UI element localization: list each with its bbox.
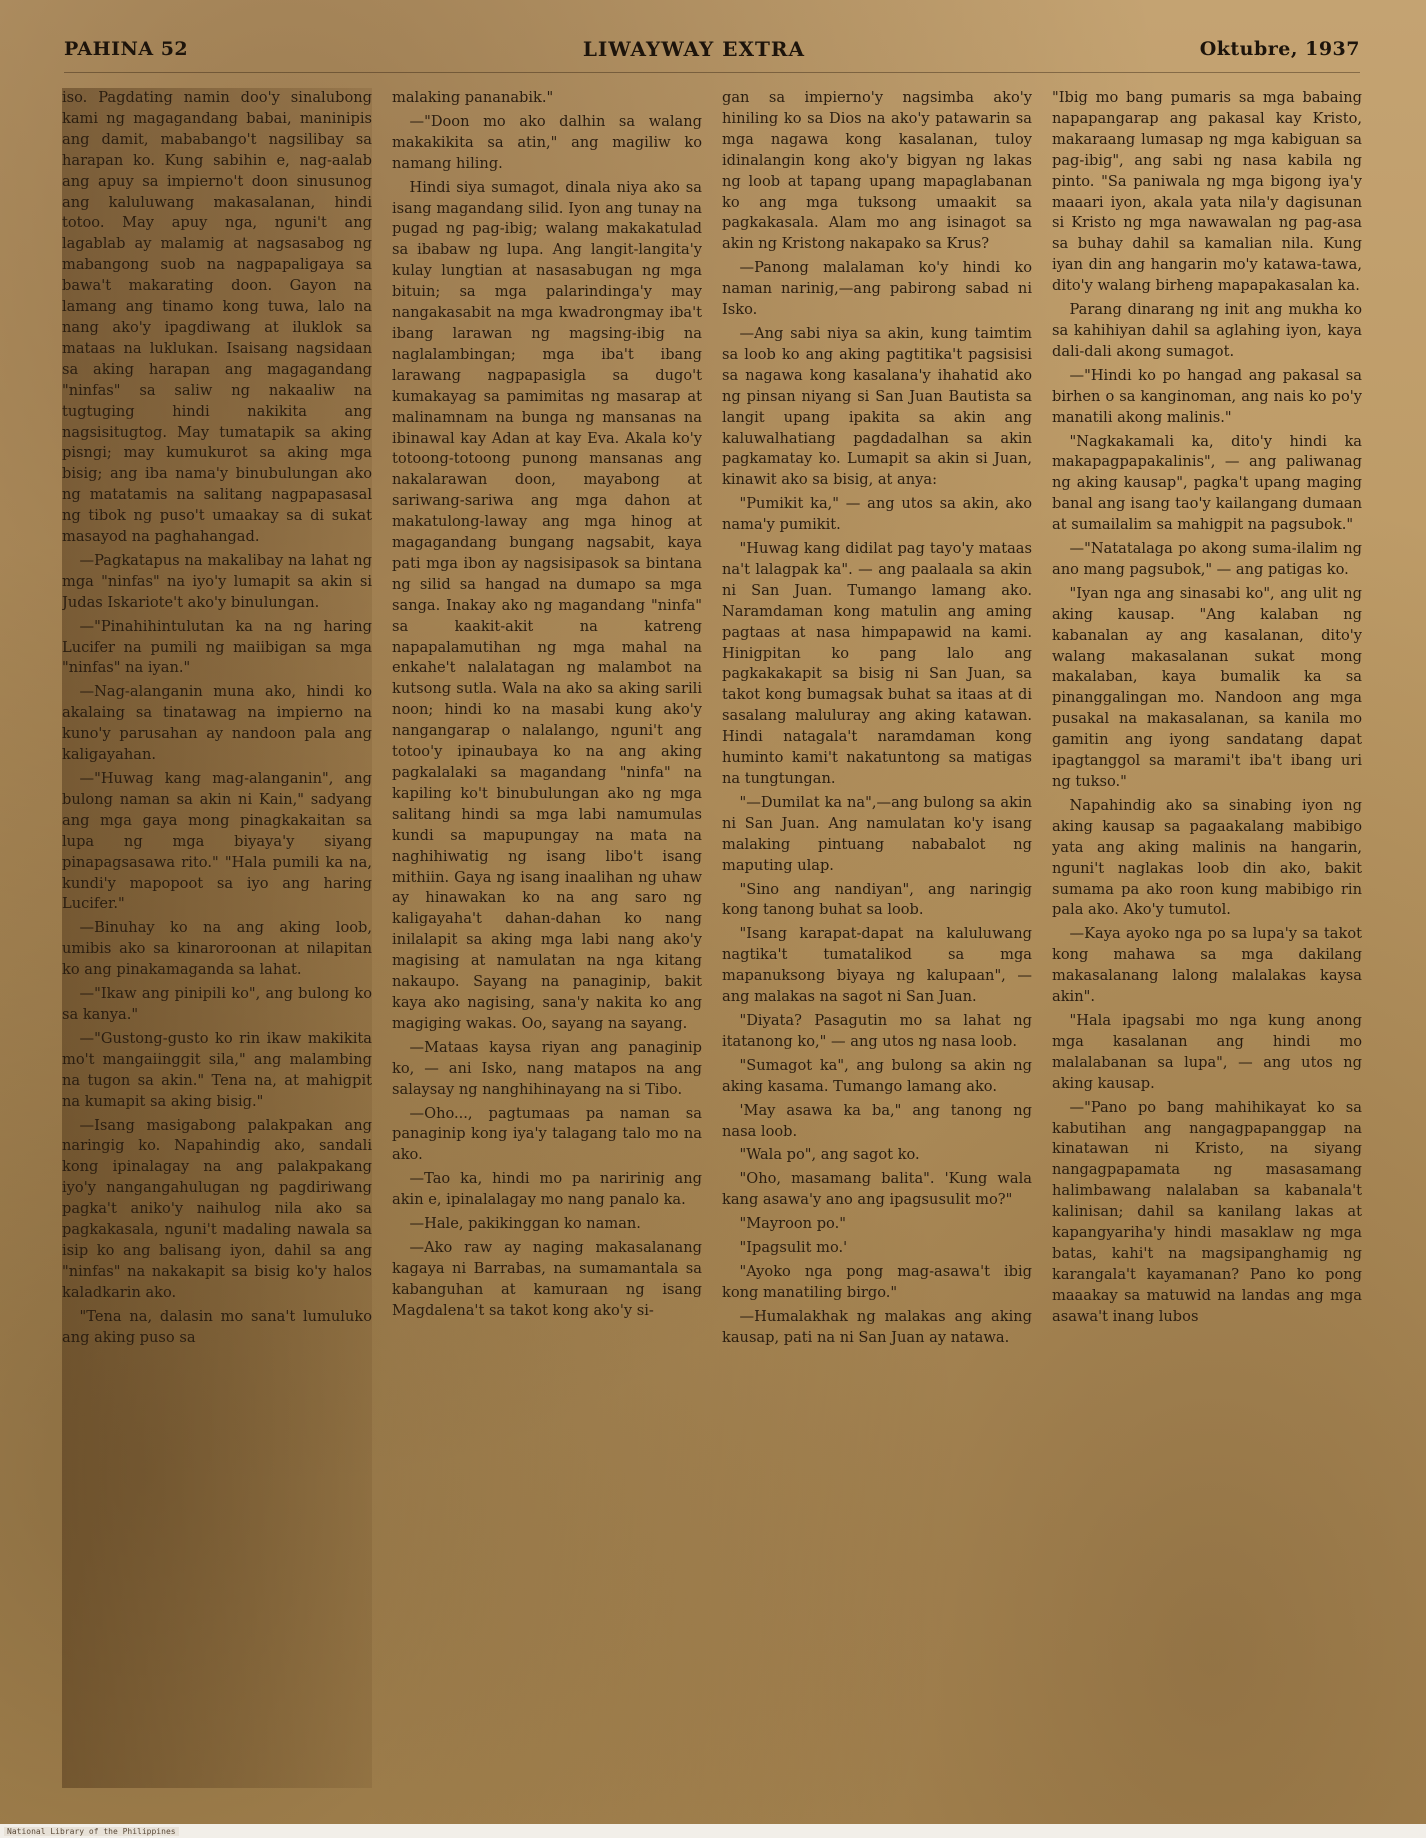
paragraph: "Isang karapat-dapat na kaluluwang nagtika't tumatalikod sa mga mapanuksong biyaya ng kalupaan", — ang malakas na sagot ni San Juan.	[722, 925, 1032, 1006]
paragraph: "Sumagot ka", ang bulong sa akin ng aking kasama. Tumango lamang ako.	[722, 1056, 1032, 1095]
paragraph: "Huwag kang didilat pag tayo'y mataas na't lalagpak ka". — ang paalaala sa akin ni San Juan. Tumango lamang ako. Naramdaman kong matulin ang aming pagtaas at nasa himpapawid na kami. Hinigpitan ko pang lalo ang pagkakakapit sa bisig ni San Juan, sa takot kong bumagsak buhat sa itaas at di sasalang maluluray ang aking katawan. Hindi natagala't naramdaman kong huminto kami't nakatuntong sa matigas na tungtungan.	[722, 540, 1032, 787]
paragraph: —"Ikaw ang pinipili ko", ang bulong ko sa kanya."	[62, 985, 372, 1023]
paragraph: "Pumikit ka," — ang utos sa akin, ako nama'y pumikit.	[722, 495, 1032, 534]
page-number: PAHINA 52	[64, 38, 189, 60]
paragraph: —Humalakhak ng malakas ang aking kausap, pati na ni San Juan ay natawa.	[722, 1307, 1032, 1346]
paragraph: "Hala ipagsabi mo nga kung anong mga kasalanan ang hindi mo malalabanan sa lupa", — ang utos ng aking kausap.	[1052, 1011, 1362, 1092]
paragraph: "Ibig mo bang pumaris sa mga babaing napapangarap ang pakasal kay Kristo, makaraang lumasap ng mga kabiguan sa pag-ibig", ang sabi ng nasa kabila ng pinto. "Sa paniwala ng mga bigong iya'y maaari iyon, akala yata nila'y dagisunan si Kristo ng mga nawawalan ng pag-asa sa buhay dahil sa kamalian nila. Kung iyan din ang hangarin mo'y katawa-tawa, dito'y walang birheng mapapakasalan ka.	[1052, 89, 1362, 295]
paragraph: —Oho..., pagtumaas pa naman sa panaginip kong iya'y talagang talo mo na ako.	[392, 1104, 702, 1164]
paragraph: "Nagkakamali ka, dito'y hindi ka makapagpapakalinis", — ang paliwanag ng aking kausap", pagka't upang maging banal ang isang tao'y kailangang dumaan at sumailalim sa mahigpit na pagsubok."	[1052, 432, 1362, 534]
paragraph: 'May asawa ka ba," ang tanong ng nasa loob.	[722, 1101, 1032, 1140]
paragraph: gan sa impierno'y nagsimba ako'y hiniling ko sa Dios na ako'y patawarin sa mga nagawa kong kasalanan, tuloy idinalangin kong ako'y bigyan ng lakas ng loob at tapang upang mapaglabanan ko ang mga tuksong umaakit sa pagkakasala. Alam mo ang isinagot sa akin ng Kristong nakapako sa Krus?	[722, 89, 1032, 253]
library-credit: National Library of the Philippines	[4, 1827, 179, 1836]
paragraph: Napahindig ako sa sinabing iyon ng aking kausap sa pagaakalang mabibigo yata ang aking malinis na hangarin, nguni't naglakas loob din ako, bakit sumama pa ako roon kung mabibigo rin pala ako. Ako'y tumutol.	[1052, 796, 1362, 919]
paragraph: —Panong malalaman ko'y hindi ko naman narinig,—ang pabirong sabad ni Isko.	[722, 259, 1032, 319]
paragraph: "Oho, masamang balita". 'Kung wala kang asawa'y ano ang ipagsusulit mo?"	[722, 1170, 1032, 1209]
paragraph: —Mataas kaysa riyan ang panaginip ko, — ani Isko, nang matapos na ang salaysay ng nanghihinayang na si Tibo.	[392, 1038, 702, 1098]
paragraph: malaking pananabik."	[392, 89, 554, 106]
paragraph: —"Natatalaga po akong suma-ilalim ng ano mang pagsubok," — ang patigas ko.	[1052, 540, 1362, 578]
header-rule	[64, 72, 1360, 73]
paragraph: —Tao ka, hindi mo pa naririnig ang akin e, ipinalalagay mo nang panalo ka.	[392, 1170, 702, 1209]
paragraph: "Tena na, dalasin mo sana't lumuluko ang aking puso sa	[62, 1307, 372, 1346]
paragraph: "Mayroon po."	[739, 1215, 846, 1233]
paragraph: —"Gustong-gusto ko rin ikaw makikita mo't mangaiinggit sila," ang malambing na tugon sa akin." Tena na, at mahigpit na kumapit sa aking bisig."	[62, 1029, 372, 1110]
paragraph: —Isang masigabong palakpakan ang naringig ko. Napahindig ako, sandali kong ipinalagay na ang palakpakang iyo'y nangangahulugan ng pagdiriwang pagka't aniko'y naihulog nila ako sa pagkakasala, nguni't madaling nawala sa isip ko ang balisang iyon, dahil sa ang "ninfas" na nakakapit sa bisig ko'y halos kaladkarin ako.	[62, 1116, 372, 1301]
paragraph: "Wala po", ang sagot ko.	[739, 1146, 920, 1164]
text-column-1	[62, 88, 372, 1788]
paragraph: "—Dumilat ka na",—ang bulong sa akin ni San Juan. Ang namulatan ko'y isang malaking pintuang nababalot ng maputing ulap.	[722, 793, 1032, 874]
paragraph: —Hale, pakikinggan ko naman.	[409, 1215, 641, 1233]
issue-date: Oktubre, 1937	[1199, 38, 1360, 60]
text-column-2	[392, 88, 702, 1788]
paragraph: —"Pano po bang mahihikayat ko sa kabutihan ang nangagpapanggap na kinatawan ni Kristo, na siyang nangagpapamata ng masasamang halimbawang nalalaban sa kabanala't kalinisan; dahil sa kanilang lakas at kapangyariha'y hindi masaklaw ng mga batas, kahi't na magsipanghamig ng karangala't kayamanan? Pano ko pong maaakay sa matuwid na landas ang mga asawa't inang lubos	[1052, 1098, 1362, 1325]
text-column-4	[1052, 88, 1362, 1788]
paragraph: —"Hindi ko po hangad ang pakasal sa birhen o sa kanginoman, ang nais ko po'y manatili akong malinis."	[1052, 366, 1362, 426]
paragraph: "Iyan nga ang sinasabi ko", ang ulit ng aking kausap. "Ang kalaban ng kabanalan ay ang kasalanan, dito'y walang makasalanan sukat mong makalaban, kaya bumalik ka sa pinanggalingan mo. Nandoon ang mga pusakal na makasalanan, sa kanila mo gamitin ang iyong sandatang dapat ipagtanggol sa marami't iba't ibang uri ng tukso."	[1052, 584, 1362, 790]
paragraph: Hindi siya sumagot, dinala niya ako sa isang magandang silid. Iyon ang tunay na pugad ng pag-ibig; walang makakatulad sa ibabaw ng lupa. Ang langit-langita'y kulay lungtian at nasasabugan ng mga bituin; sa mga palarindinga'y may nangakasabit na mga kwadrongmay iba't ibang larawan ng magsing-ibig na naglalambingan; mga iba't ibang larawang nagpapasigla sa dugo't kumakayag sa pamimitas ng masarap at malinamnam na bunga ng mansanas na ibinawal kay Adan at kay Eva. Akala ko'y totoong-totoong punong mansanas ang nakalarawan doon, mayabong at sariwang-sariwa ang mga dahon at makatulong-laway ang mga hinog at magagandang bungang nagsabit, kaya pati mga ibon ay nagsisipasok sa bintana ng silid sa hangad na dumapo sa mga sanga. Inakay ako ng magandang "ninfa" sa kaakit-akit na katreng napapalamutihan ng mga mahal na enkahe't nalalatagan ng malambot na kutsong sutla. Wala na ako sa aking sarili noon; hindi ko na masabi kung ako'y nangangarap o nalalango, nguni't ang totoo'y ipinaubaya ko na ang aking pagkalalaki sa magandang "ninfa" na kapiling ko't binubulungan ako ng mga salitang hindi sa mga labi namumulas kundi sa mapupungay na mata na naghihiwatig ng isang libo't isang mithiin. Gaya ng isang inaalihan ng uhaw ay hinawakan ko na ang saro ng kaligayaha't dahan-dahan ko nang inilalapit sa aking mga labi nang ako'y magising at namulatan na nga kitang nakaupo. Sayang na panaginip, bakit kaya ako nagising, sana'y nakita ko ang magiging wakas. Oo, sayang na sayang.	[392, 178, 702, 1032]
paragraph: "Sino ang nandiyan", ang naringig kong tanong buhat sa loob.	[722, 880, 1032, 919]
paragraph: "Ayoko nga pong mag-asawa't ibig kong manatiling birgo."	[722, 1262, 1032, 1301]
paragraph: —"Pinahihintulutan ka na ng haring Lucifer na pumili ng maiibigan sa mga "ninfas" na iyan."	[62, 617, 372, 677]
paragraph: —Nag-alanganin muna ako, hindi ko akalaing sa tinatawag na impierno na kuno'y parusahan ay nandoon pala ang kaligayahan.	[62, 683, 372, 764]
article-body	[62, 88, 1362, 1788]
paragraph: —Ako raw ay naging makasalanang kagaya ni Barrabas, na sumamantala sa kabanguhan at kamuraan ng isang Magdalena't sa takot kong ako'y si-	[392, 1238, 702, 1319]
paragraph: —"Doon mo ako dalhin sa walang makakikita sa atin," ang magiliw ko namang hiling.	[392, 112, 702, 172]
paragraph: —Kaya ayoko nga po sa lupa'y sa takot kong mahawa sa mga dakilang makasalanang lalong malalakas kaysa akin".	[1052, 925, 1362, 1006]
paragraph: iso. Pagdating namin doo'y sinalubong kami ng magagandang babai, maninipis ang damit, mababango't nagsilibay sa harapan ko. Kung sabihin e, nag-aalab ang apuy sa impierno't doon sinusunog ang kaluluwang makasalanan, hindi totoo. May apuy nga, nguni't ang lagablab ay malamig at nagsasabog ng mabangong suob na nagpapaligaya sa bawa't makarating doon. Gayon na lamang ang tinamo kong tuwa, lalo na nang ako'y ipagdiwang at iluklok sa mataas na luklukan. Isaisang nagsidaan sa aking harapan ang magagandang "ninfas" sa saliw ng nakaaliw na tugtuging hindi nakikita ang nagsisitugtog. May tumatapik sa aking pisngi; may kumukurot sa aking mga bisig; ang iba nama'y binubulungan ako ng matatamis na salitang nagpapasasal ng tibok ng puso't umaakay sa di sukat masayod na paghahangad.	[62, 89, 372, 546]
paragraph: —Ang sabi niya sa akin, kung taimtim sa loob ko ang aking pagtitika't pagsisisi sa nagawa kong kasalana'y ihahatid ako ng pinsan niyang si San Juan Bautista sa langit upang ipakita sa akin ang kaluwalhatiang pagdadalhan sa akin pagkamatay ko. Lumapit sa akin si Juan, kinawit ako sa bisig, at anya:	[722, 324, 1032, 489]
paragraph: —Pagkatapus na makalibay na lahat ng mga "ninfas" na iyo'y lumapit sa akin si Judas Iskariote't ako'y binulungan.	[62, 551, 372, 611]
paragraph: —"Huwag kang mag-alanganin", ang bulong naman sa akin ni Kain," sadyang ang mga gaya mong pinagkakaitan sa lupa ng mga biyaya'y siyang pinapagsasawa rito." "Hala pumili ka na, kundi'y mapopoot sa iyo ang haring Lucifer."	[62, 770, 372, 913]
paragraph: "Ipagsulit mo.'	[739, 1239, 848, 1257]
scan-footer-band	[0, 1824, 1426, 1838]
page-header	[64, 34, 1360, 64]
paragraph: —Binuhay ko na ang aking loob, umibis ako sa kinaroroonan at nilapitan ko ang pinakamaganda sa lahat.	[62, 919, 372, 979]
magazine-title: LIWAYWAY EXTRA	[582, 37, 805, 61]
text-column-3	[722, 88, 1032, 1788]
paragraph: Parang dinarang ng init ang mukha ko sa kahihiyan dahil sa aglahing iyon, kaya dali-dali akong sumagot.	[1052, 301, 1362, 360]
paragraph: "Diyata? Pasagutin mo sa lahat ng itatanong ko," — ang utos ng nasa loob.	[722, 1011, 1032, 1050]
